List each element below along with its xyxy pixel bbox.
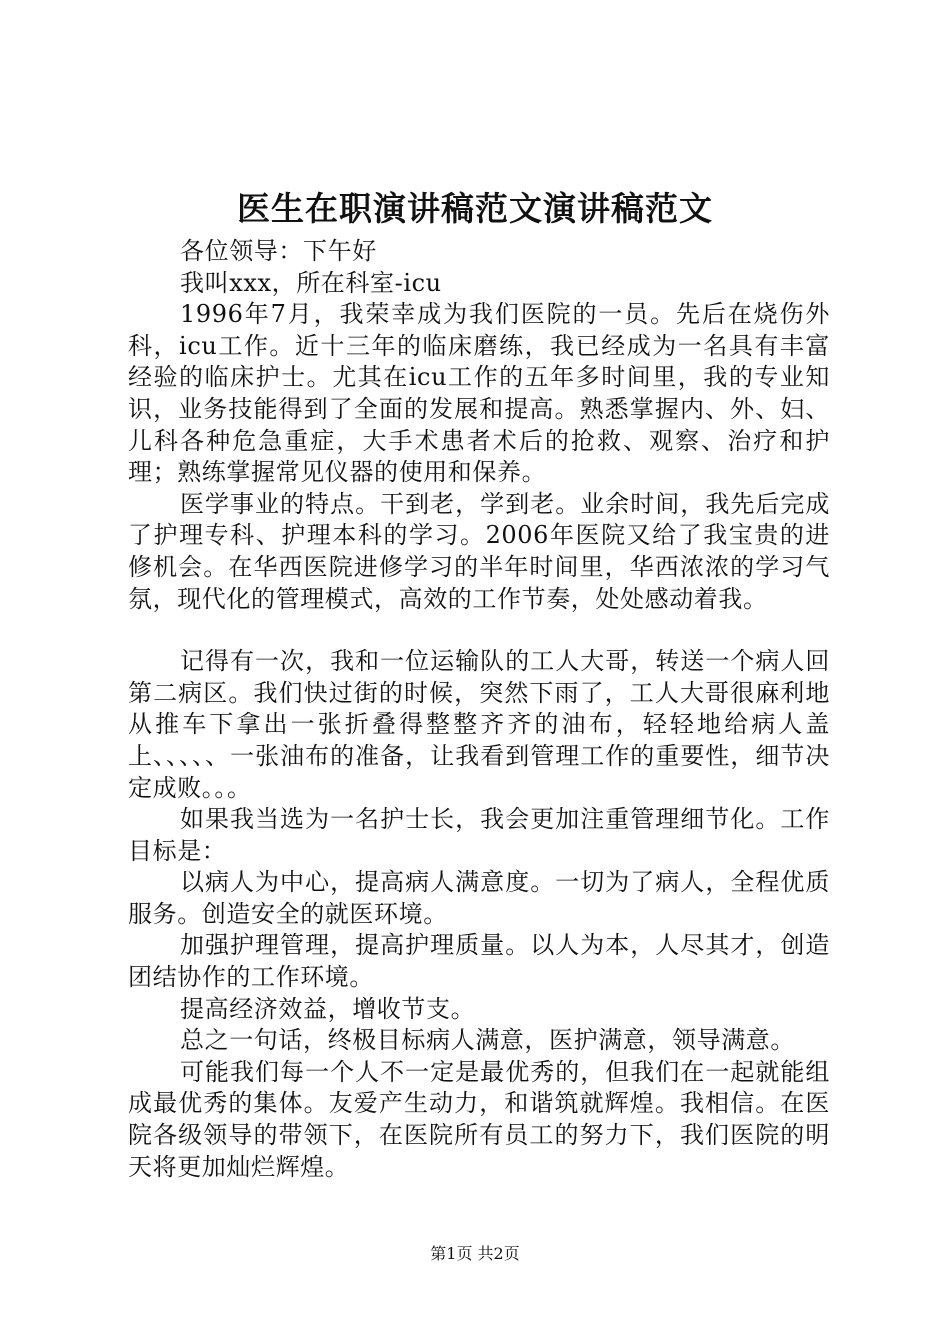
document-title: 医生在职演讲稿范文演讲稿范文: [237, 189, 713, 228]
document-body: [128, 236, 830, 1183]
paragraph-greeting: 各位领导：下午好: [180, 237, 377, 265]
paragraph-experience: 1996年7月，我荣幸成为我们医院的一员。先后在烧伤外科，icu工作。近十三年的临床磨练，我已经成为一名具有丰富经验的临床护士。尤其在icu工作的五年多时间里，我的专业知识，业务技能得到了全面的发展和提高。熟悉掌握内、外、妇、儿科各种危急重症，大手术患者术后的抢救、观察、治疗和护理；熟练掌握常见仪器的使用和保养。: [128, 300, 830, 487]
paragraph-story: 记得有一次，我和一位运输队的工人大哥，转送一个病人回第二病区。我们快过街的时候，突然下雨了，工人大哥很麻利地从推车下拿出一张折叠得整整齐齐的油布，轻轻地给病人盖上、、、、、一张油布的准备，让我看到管理工作的重要性，细节决定成败。。。: [128, 647, 830, 802]
paragraph-goal-intro: 如果我当选为一名护士长，我会更加注重管理细节化。工作目标是：: [128, 805, 830, 865]
paragraph-goal-2: 加强护理管理，提高护理质量。以人为本，人尽其才，创造团结协作的工作环境。: [128, 931, 830, 992]
paragraph-conclusion: 可能我们每一个人不一定是最优秀的，但我们在一起就能组成最优秀的集体。友爱产生动力，和谐筑就辉煌。我相信。在医院各级领导的带领下，在医院所有员工的努力下，我们医院的明天将更加灿烂辉煌。: [128, 1057, 830, 1181]
paragraph-goal-1: 以病人为中心，提高病人满意度。一切为了病人，全程优质服务。创造安全的就医环境。: [128, 868, 830, 928]
paragraph-study: 医学事业的特点。干到老，学到老。业余时间，我先后完成了护理专科、护理本科的学习。2006年医院又给了我宝贵的进修机会。在华西医院进修学习的半年时间里，华西浓浓的学习气氛，现代化的管理模式，高效的工作节奏，处处感动着我。: [128, 489, 830, 613]
paragraph-summary: 总之一句话，终极目标病人满意，医护满意，领导满意。: [180, 1026, 795, 1055]
paragraph-goal-3: 提高经济效益，增收节支。: [180, 994, 476, 1023]
page-footer: 第1页 共2页: [430, 1244, 520, 1263]
paragraph-intro: 我叫xxx，所在科室-icu: [180, 268, 442, 297]
